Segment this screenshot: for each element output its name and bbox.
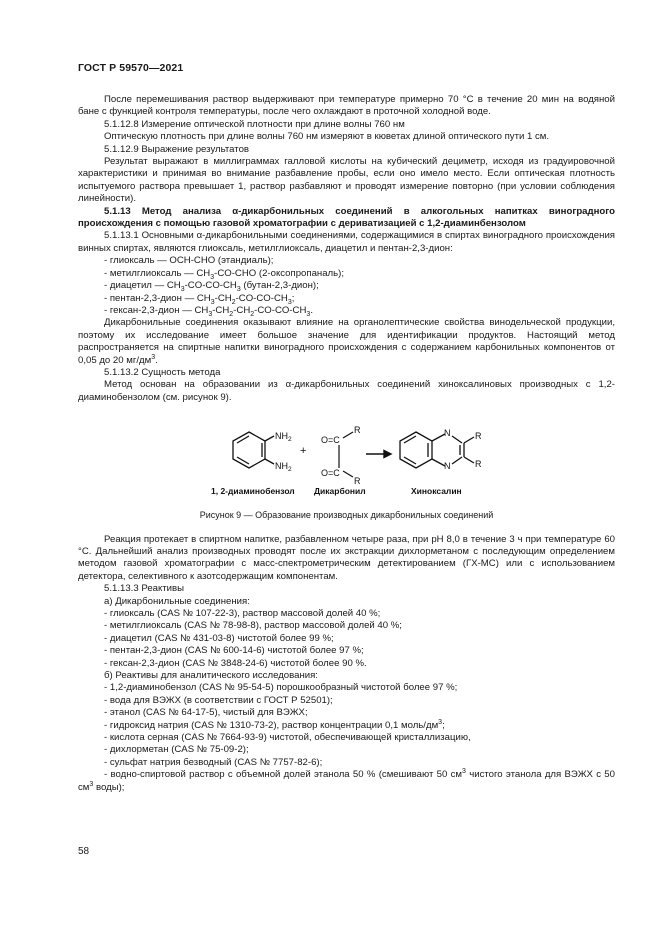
- list-heading: б) Реактивы для аналитического исследования:: [104, 670, 318, 682]
- list-item: - метилглиоксаль — $СН_3-CO$-CHO (2-оксопропаналь);: [104, 267, 344, 281]
- label-quinoxaline: Хиноксалин: [411, 486, 462, 497]
- reaction-arrow: [366, 451, 391, 458]
- list-item: - кислота серная (CAS № 7664-93-9) чистотой, обеспечивающей кристаллизацию,: [104, 732, 471, 744]
- r-bottom-left: R: [354, 476, 361, 487]
- subsection-heading: 5.1.13.2 Сущность метода: [104, 366, 221, 378]
- list-item: - сульфат натрия безводный (CAS № 7757-82-6);: [104, 756, 323, 768]
- list-item: - гидроксид натрия (CAS № 1310-73-2), раствор концентрации 0,1 моль/$дм^3$;: [104, 718, 445, 731]
- quinoxaline-structure: [400, 432, 474, 468]
- subsection-heading: 5.1.13.3 Реактивы: [104, 583, 185, 595]
- paragraph: После перемешивания раствор выдерживают при температуре примерно 70 °С в течение 20 мин на водяной бане с функцией контроля температуры, после чего охлаждают в проточной холодной воде.: [78, 94, 615, 118]
- list-item: - гексан-2,3-дион — $CH_3-CH_2-CH_2-CO-CO-CH_3$.: [104, 304, 313, 318]
- list-item: - диацетил — $CH_3-CO-CO-CH_3$ (бутан-2,3-дион);: [104, 280, 319, 293]
- list-item: - пентан-2,3-дион — $CH_3-CH_2-CO-CO-CH_3$;: [104, 292, 295, 306]
- paragraph: Реакция протекает в спиртном напитке, разбавленном четыре раза, при pH 8,0 в течение 3 ч при температуре 60 °С. Дальнейший анализ производных проводят после их экстракции дихлорметаном с последующим определением методом газовой хроматографии с масс-спектрометрическим детектированием (ГХ-МС) или с использованием детектора, селективного к азотсодержащим компонентам.: [78, 533, 615, 582]
- reaction-scheme: [78, 412, 615, 505]
- list-item: - вода для ВЭЖХ (в соответствии с ГОСТ Р 52501);: [104, 694, 333, 706]
- figure-caption: Рисунок 9 — Образование производных дикарбонильных соединений: [199, 510, 494, 521]
- label-diaminobenzene: 1, 2-диаминобензол: [211, 486, 295, 497]
- carbonyl-bottom: O=C: [321, 468, 340, 479]
- paragraph: Дикарбонильные соединения оказывают влияние на органолептические свойства винодельческой продукции, поэтому их исследование имеет большое значение для идентификации продуктов. Настоящий метод распространяется на спиртные напитки виноградного происхождения с содержанием карбонильных компонентов от 0,05 до 20 $мг/дм^3$.: [78, 317, 615, 366]
- list-item: - метилглиоксаль (CAS № 78-98-8), раствор массовой долей 40 %;: [104, 620, 402, 632]
- standard-header: ГОСТ Р 59570—2021: [78, 62, 184, 74]
- document-body: [78, 94, 615, 794]
- nh2-bottom-label: $NH_2$: [275, 461, 292, 474]
- diaminobenzene-structure: [233, 432, 274, 468]
- nh2-top-label: $NH_2$: [275, 431, 292, 444]
- nitrogen-bottom: N: [444, 461, 451, 472]
- list-item: - глиоксаль — ОСН-СНО (этандиаль);: [104, 255, 274, 267]
- paragraph: 5.1.13.1 Основными α-дикарбонильными соединениями, содержащимися в спиртах виноградного происхождения винных спиртах, являются глиоксаль, метилглиоксаль, диацетил и пентан-2,3-дион:: [78, 230, 615, 254]
- paragraph: Метод основан на образовании из α-дикарбонильных соединений хиноксалиновых производных с 1,2-диаминобензолом (см. рисунок 9).: [78, 379, 615, 403]
- list-item: - гексан-2,3-дион (CAS № 3848-24-6) чистотой более 90 %.: [104, 657, 367, 669]
- list-item: - 1,2-диаминобензол (CAS № 95-54-5) порошкообразный чистотой более 97 %;: [104, 682, 458, 694]
- page-number: 58: [78, 846, 90, 857]
- dicarbonyl-bonds: [339, 432, 353, 477]
- subsection-heading: 5.1.12.8 Измерение оптической плотности при длине волны 760 нм: [104, 118, 405, 130]
- label-dicarbonyl: Дикарбонил: [314, 486, 366, 497]
- list-heading: а) Дикарбонильные соединения:: [104, 595, 250, 607]
- plus-sign: +: [300, 445, 307, 458]
- list-item: - пентан-2,3-дион (CAS № 600-14-6) чистотой более 97 %;: [104, 645, 364, 657]
- nitrogen-top: N: [444, 428, 451, 439]
- r-top-right: R: [475, 431, 482, 442]
- section-heading: 5.1.13 Метод анализа α-дикарбонильных соединений в алкогольных напитках виноградного происхождения с помощью газовой хроматографии с дериватизацией с 1,2-диаминбензолом: [78, 205, 615, 230]
- list-item: - этанол (CAS № 64-17-5), чистый для ВЭЖХ;: [104, 707, 308, 719]
- subsection-heading: 5.1.12.9 Выражение результатов: [104, 143, 250, 155]
- paragraph: Оптическую плотность при длине волны 760 нм измеряют в кюветах длиной оптического пути 1 см.: [104, 131, 550, 143]
- carbonyl-top: O=C: [321, 435, 340, 446]
- list-item: - диацетил (CAS № 431-03-8) чистотой более 99 %;: [104, 632, 334, 644]
- list-item: - дихлорметан (CAS № 75-09-2);: [104, 744, 249, 756]
- r-top-left: R: [354, 425, 361, 436]
- r-bottom-right: R: [475, 459, 482, 470]
- list-item: - водно-спиртовой раствор с объемной долей этанола 50 % (смешивают 50 $см^3$ чистого этанола для ВЭЖХ с 50 $см^3$ воды);: [78, 768, 615, 793]
- reaction-figure: [78, 412, 615, 505]
- paragraph: Результат выражают в миллиграммах галловой кислоты на кубический дециметр, исходя из градуировочной характеристики и принимая во внимание разбавление пробы, если оно имело место. Если оптическая плотность испытуемого раствора превышает 1, раствор разбавляют и проводят измерение повторно (при условии соблюдения линейности).: [78, 156, 615, 205]
- list-item: - глиоксаль (CAS № 107-22-3), раствор массовой долей 40 %;: [104, 608, 381, 619]
